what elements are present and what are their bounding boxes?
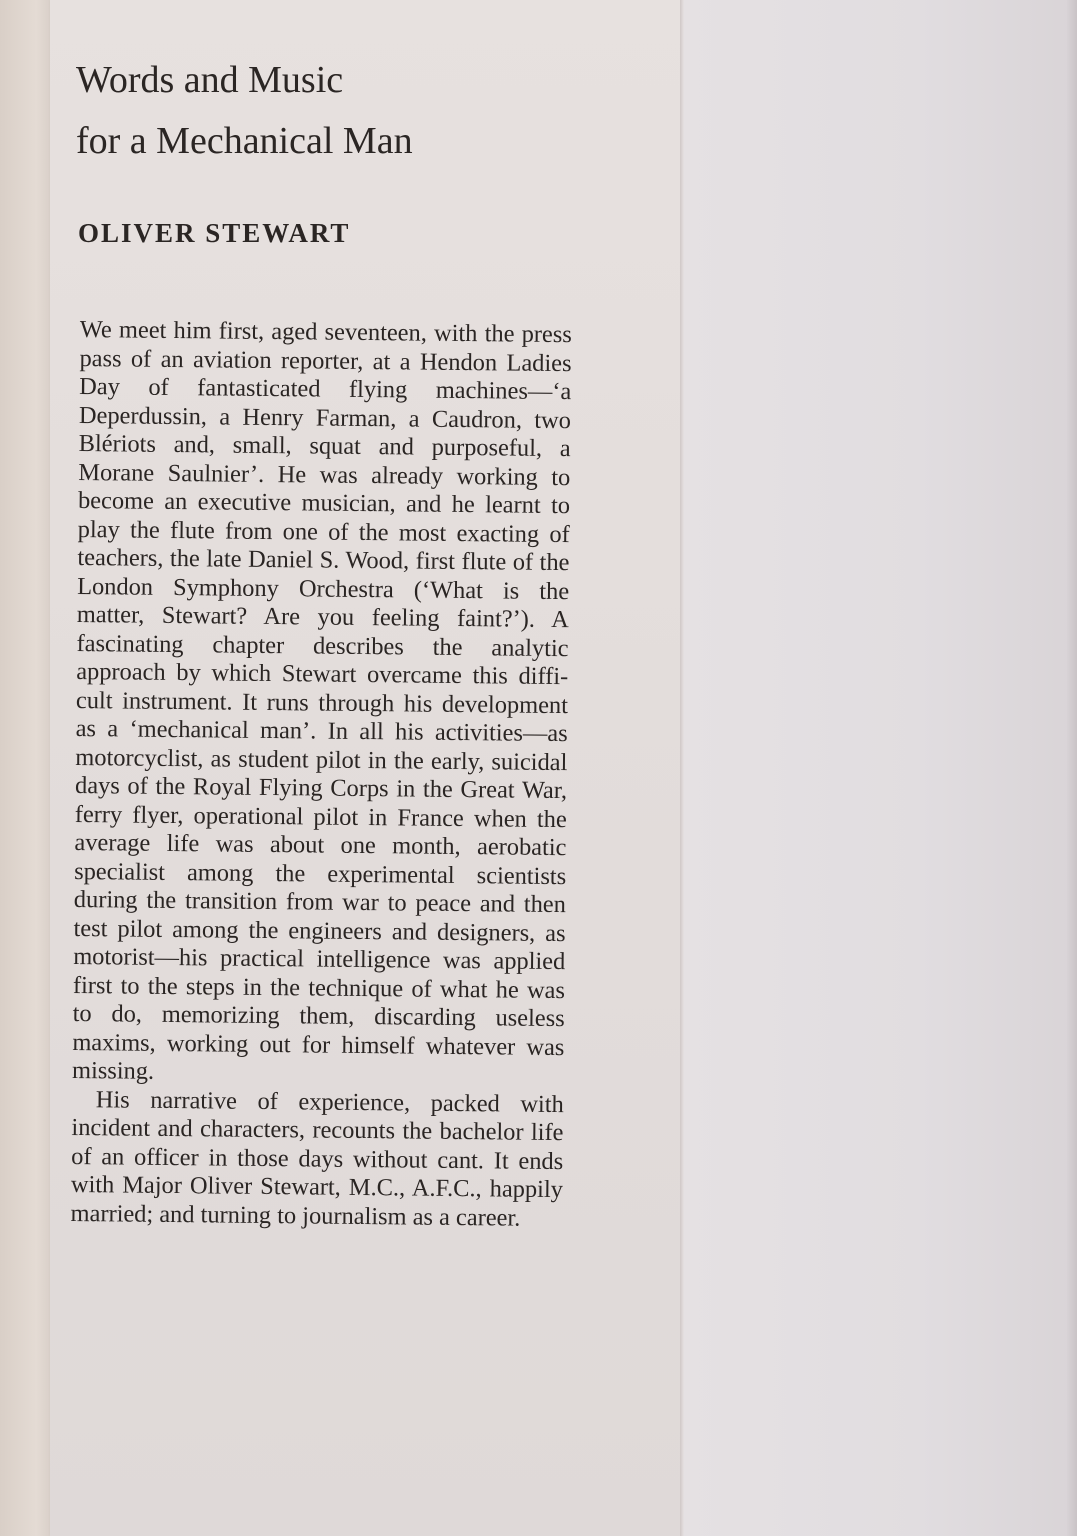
book-title-line-2: for a Mechanical Man bbox=[76, 120, 413, 162]
blurb-paragraph-1: We meet him first, aged seventeen, with the press pass of an aviation reporter, at a Hendon Ladies Day of fantasticated flying machines—‘a Deperdussin, a Henry Farman, a Caudron, two Blériots and, small, squat and purposeful, a Morane Saulnier’. He was already working to become an executive musician, and he learnt to play the flute from one of the most exacting of teachers, the late Daniel S. Wood, first flute of the London Symphony Orchestra (‘What is the matter, Stewart? Are you feeling faint?’). A fascinating chapter describes the analytic approach by which Stewart overcame this difficult instrument. It runs through his development as a ‘mechanical man’. In all his activities—as motorcyclist, as student pilot in the early, suicidal days of the Royal Flying Corps in the Great War, ferry flyer, operational pilot in France when the average life was about one month, aerobatic specialist among the experimental scientists during the transition from war to peace and then test pilot among the engineers and designers, as motorist—his practical intelligence was applied first to the steps in the technique of what he was to do, memorizing them, discarding useless maxims, working out for himself whatever was missing. bbox=[71, 316, 572, 1085]
board-edge bbox=[1067, 0, 1077, 1536]
endpaper bbox=[684, 0, 1077, 1536]
book-author: OLIVER STEWART bbox=[78, 218, 351, 248]
book-title bbox=[76, 50, 413, 172]
book-title-line-1: Words and Music bbox=[76, 59, 344, 101]
inner-page-edge bbox=[0, 0, 52, 1536]
blurb-paragraph-2: His narrative of experience, packed with incident and characters, recounts the bachelor life of an officer in those days without cant. It ends with Major Oliver Stewart, M.C., A.F.C., happily married; and turning to journalism as a career. bbox=[70, 1085, 564, 1232]
flap-blurb bbox=[70, 316, 572, 1233]
